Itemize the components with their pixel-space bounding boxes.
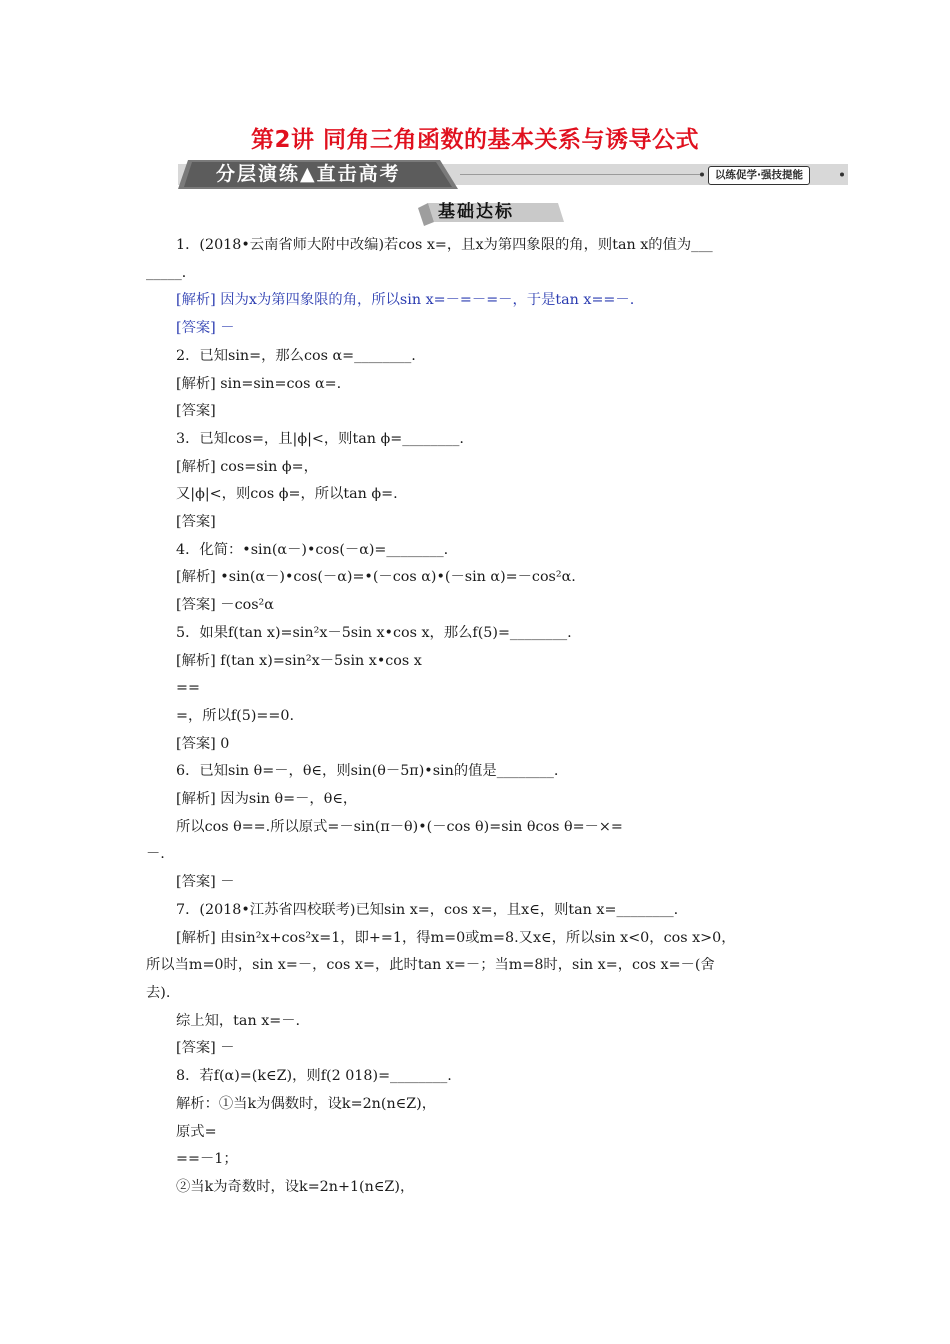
text-line: 4．化简：•sin(α－)•cos(－α)=________.: [176, 541, 449, 558]
text-line: ②当k为奇数时，设k=2n+1(n∈Z)，: [176, 1178, 415, 1195]
text-line: 6．已知sin θ=－，θ∈，则sin(θ－5π)•sin的值是________.: [176, 763, 559, 780]
text-line: 又|ϕ|<，则cos ϕ=，所以tan ϕ=.: [176, 486, 398, 503]
text-line: 8．若f(α)=(k∈Z)，则f(2 018)=________.: [176, 1068, 452, 1085]
text-line: [解析] sin=sin=cos α=.: [176, 375, 342, 392]
section-banner: [178, 160, 848, 189]
text-line: 解析：①当k为偶数时，设k=2n(n∈Z)，: [176, 1095, 437, 1112]
text-line: =，所以f(5)==0.: [176, 707, 295, 724]
text-line: 3．已知cos=，且|ϕ|<，则tan ϕ=________.: [176, 430, 464, 447]
text-line: 原式=: [176, 1123, 217, 1140]
banner-tag: 以练促学·强技提能: [708, 166, 810, 185]
text-line: 所以cos θ==.所以原式=－sin(π－θ)•(－cos θ)=sin θcos θ=－×=: [176, 818, 623, 835]
section-label-text: 基础达标: [438, 202, 514, 222]
text-line: [答案] －: [176, 1040, 235, 1057]
text-line: [答案] 0: [176, 735, 230, 752]
text-line: －.: [146, 846, 165, 863]
text-line: [解析] f(tan x)=sin²x－5sin x•cos x: [176, 652, 422, 669]
text-line: 2．已知sin=，那么cos α=________.: [176, 347, 416, 364]
page-title: 第2讲 同角三角函数的基本关系与诱导公式: [250, 127, 699, 153]
text-line: 综上知，tan x=－.: [176, 1012, 301, 1029]
text-line: 5．如果f(tan x)=sin²x－5sin x•cos x，那么f(5)=________.: [176, 624, 572, 641]
text-line: _____．: [146, 264, 197, 281]
text-line: [答案] －: [176, 874, 235, 891]
text-line: [答案]: [176, 514, 216, 531]
text-line: 去).: [146, 984, 171, 1001]
text-line: [解析] 由sin²x+cos²x=1，即+=1，得m=0或m=8.又x∈，所以sin x<0，cos x>0，: [176, 929, 736, 946]
text-line: [答案] －: [176, 320, 235, 337]
text-line: [解析] 因为sin θ=－，θ∈，: [176, 791, 358, 808]
text-line: ==－1；: [176, 1151, 238, 1168]
text-line: [解析] 因为x为第四象限的角，所以sin x=－=－=－，于是tan x==－.: [176, 292, 635, 309]
text-line: [解析] cos=sin ϕ=，: [176, 458, 318, 475]
text-line: [答案] －cos²α: [176, 597, 274, 614]
text-line: ==: [176, 680, 200, 697]
text-line: 1．(2018•云南省师大附中改编)若cos x=，且x为第四象限的角，则tan x的值为___: [176, 237, 713, 253]
text-line: [答案]: [176, 403, 216, 420]
text-line: 所以当m=0时，sin x=－，cos x=，此时tan x=－；当m=8时，sin x=，cos x=－(舍: [146, 957, 715, 974]
banner-title: 分层演练▲直击高考: [216, 163, 401, 185]
section-label: [418, 200, 568, 228]
text-line: [解析] •sin(α－)•cos(－α)=•(－cos α)•(－sin α)=－cos²α.: [176, 569, 576, 586]
text-line: 7．(2018•江苏省四校联考)已知sin x=，cos x=，且x∈，则tan x=________.: [176, 901, 679, 918]
exercise-content: [146, 232, 806, 1202]
